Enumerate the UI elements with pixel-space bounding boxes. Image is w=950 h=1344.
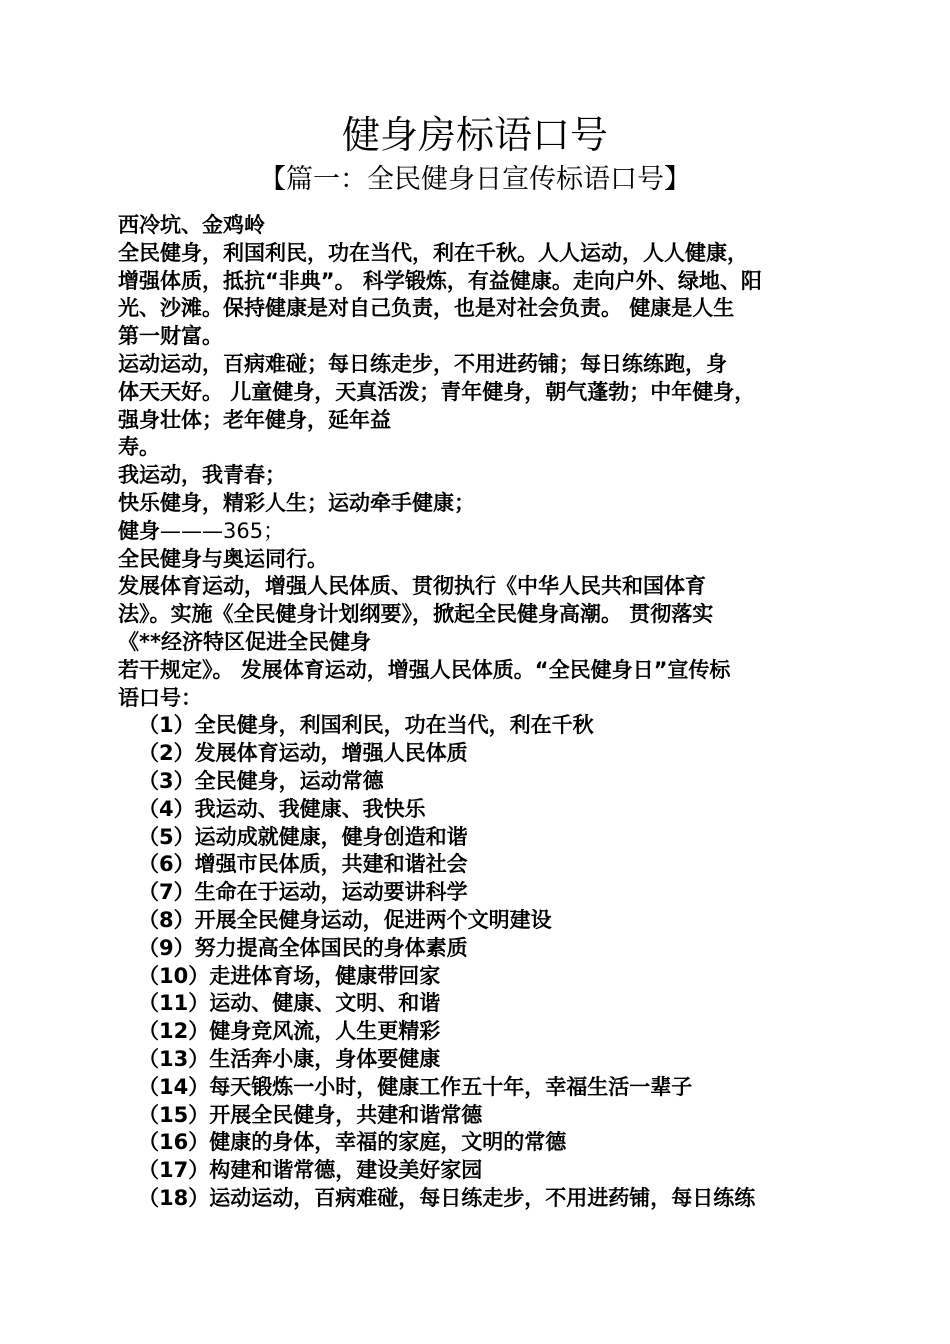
slogan-item: （9）努力提高全体国民的身体素质 (138, 935, 468, 960)
paragraph-line: 发展体育运动，增强人民体质、贯彻执行《中华人民共和国体育 (118, 574, 706, 599)
paragraph-line: 《**经济特区促进全民健身 (118, 629, 371, 654)
slogan-item: （3）全民健身，运动常德 (138, 768, 384, 793)
slogan-item: （8）开展全民健身运动，促进两个文明建设 (138, 907, 552, 932)
paragraph-line: 西冷坑、金鸡岭 (118, 213, 265, 237)
paragraph-line: 若干规定》。 发展体育运动，增强人民体质。“全民健身日”宣传标 (118, 657, 731, 682)
slogan-item: （17）构建和谐常德，建设美好家园 (138, 1158, 483, 1183)
slogan-item: （14）每天锻炼一小时，健康工作五十年，幸福生活一辈子 (138, 1074, 693, 1099)
slogan-item: （15）开展全民健身，共建和谐常德 (138, 1102, 483, 1127)
slogan-item: （11）运动、健康、文明、和谐 (138, 991, 441, 1016)
slogan-item: （1）全民健身，利国利民，功在当代，利在千秋 (138, 713, 594, 738)
paragraph-line: 语口号： (118, 685, 202, 710)
paragraph-line: 我运动，我青春； (118, 463, 286, 488)
paragraph-line: 全民健身与奥运同行。 (118, 546, 328, 571)
paragraph-line: 全民健身，利国利民，功在当代，利在千秋。人人运动，人人健康， (118, 240, 748, 265)
paragraph-line: 第一财富。 (118, 324, 223, 349)
line-suffix: ———365； (160, 518, 285, 543)
paragraph-line: 寿。 (118, 435, 160, 460)
slogan-item: （4）我运动、我健康、我快乐 (138, 796, 426, 821)
slogan-item: （2）发展体育运动，增强人民体质 (138, 741, 468, 766)
line-prefix: 健身 (118, 518, 160, 543)
document-title: 健身房标语口号 (341, 113, 608, 157)
slogan-item: （5）运动成就健康，健身创造和谐 (138, 824, 468, 849)
slogan-item: （18）运动运动，百病难碰，每日练走步，不用进药铺，每日练练 (138, 1185, 756, 1210)
slogan-item: （13）生活奔小康，身体要健康 (138, 1046, 441, 1071)
document-subtitle: 【篇一：全民健身日宣传标语口号】 (259, 164, 691, 195)
document-body (118, 212, 838, 1213)
slogan-item: （12）健身竞风流，人生更精彩 (138, 1019, 441, 1044)
paragraph-line: 光、沙滩。保持健康是对自己负责，也是对社会负责。 健康是人生 (118, 296, 735, 321)
slogan-item: （7）生命在于运动，运动要讲科学 (138, 880, 468, 905)
paragraph-line: 体天天好。 儿童健身，天真活泼；青年健身，朝气蓬勃；中年健身， (118, 379, 756, 404)
slogan-item: （6）增强市民体质，共建和谐社会 (138, 852, 468, 877)
paragraph-line: 增强体质，抵抗“非典”。 科学锻炼，有益健康。走向户外、绿地、阳 (118, 268, 762, 293)
paragraph-line: 法》。实施《全民健身计划纲要》，掀起全民健身高潮。 贯彻落实 (118, 602, 714, 627)
paragraph-line: 运动运动，百病难碰；每日练走步，不用进药铺；每日练练跑，身 (118, 351, 727, 376)
paragraph-line (118, 518, 838, 546)
slogan-item: （10）走进体育场，健康带回家 (138, 963, 441, 988)
paragraph-line: 强身壮体；老年健身，延年益 (118, 407, 391, 432)
paragraph-line: 快乐健身，精彩人生；运动牵手健康； (118, 490, 475, 515)
slogan-item: （16）健康的身体，幸福的家庭，文明的常德 (138, 1130, 567, 1155)
